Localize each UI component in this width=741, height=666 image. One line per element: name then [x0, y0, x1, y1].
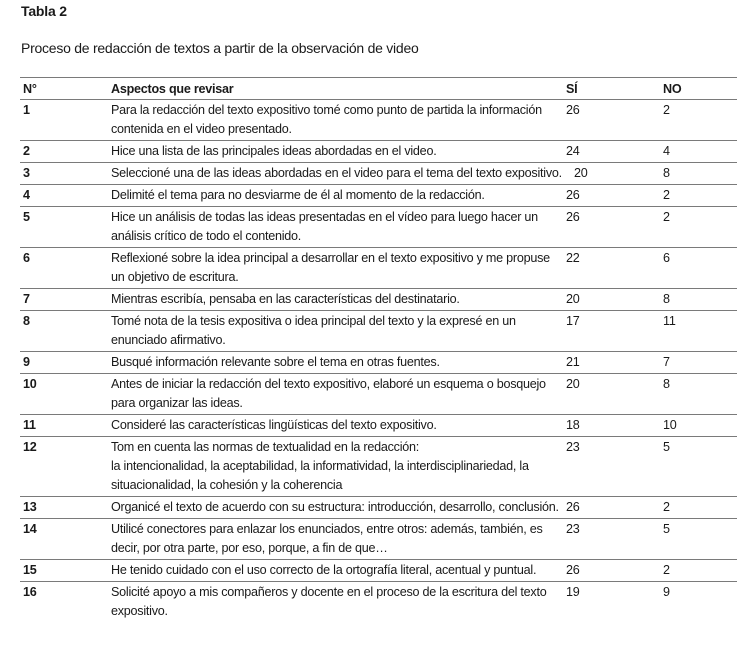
- row-aspect: Reflexioné sobre la idea principal a desarrollar en el texto expositivo y me propuse un objetivo de escritura.: [111, 248, 566, 289]
- row-yes-count: 26: [566, 207, 663, 248]
- row-yes-count: 18: [566, 415, 663, 437]
- row-no-count: 11: [663, 311, 737, 352]
- row-aspect: Para la redacción del texto expositivo tomé como punto de partida la información contenida en el video presentado.: [111, 100, 566, 141]
- row-number: 7: [20, 289, 111, 311]
- row-yes-count: 23: [566, 437, 663, 497]
- row-no-count: 6: [663, 248, 737, 289]
- table-row: [20, 100, 737, 141]
- table-row: [20, 289, 737, 311]
- table-title: Tabla 2: [21, 3, 67, 19]
- table-row: [20, 248, 737, 289]
- row-number: 10: [20, 374, 111, 415]
- row-aspect: Utilicé conectores para enlazar los enunciados, entre otros: además, también, es decir, por otra parte, por eso, porque, a fin de que…: [111, 519, 566, 560]
- row-aspect: Organicé el texto de acuerdo con su estructura: introducción, desarrollo, conclusión.: [111, 497, 566, 519]
- table-row: [20, 163, 737, 185]
- row-aspect: Consideré las características lingüísticas del texto expositivo.: [111, 415, 566, 437]
- row-yes-count: 19: [566, 582, 663, 623]
- table-row: [20, 352, 737, 374]
- row-yes-count: 24: [566, 141, 663, 163]
- table-row: [20, 207, 737, 248]
- table-row: [20, 415, 737, 437]
- row-aspect: Hice una lista de las principales ideas abordadas en el video.: [111, 141, 566, 163]
- header-aspect: Aspectos que revisar: [111, 78, 566, 100]
- row-no-count: 2: [663, 497, 737, 519]
- row-number: 9: [20, 352, 111, 374]
- row-number: 15: [20, 560, 111, 582]
- table-row: [20, 560, 737, 582]
- aspect-line: Tom en cuenta las normas de textualidad en la redacción:: [111, 440, 420, 454]
- row-yes-count: 26: [566, 560, 663, 582]
- row-no-count: 7: [663, 352, 737, 374]
- row-no-count: 10: [663, 415, 737, 437]
- row-number: 2: [20, 141, 111, 163]
- aspect-line: la intencionalidad, la aceptabilidad, la informatividad, la interdisciplinariedad, la situacionalidad, la cohesión y la coherencia: [111, 459, 529, 492]
- row-yes-count: 21: [566, 352, 663, 374]
- row-number: 11: [20, 415, 111, 437]
- row-no-count: 2: [663, 100, 737, 141]
- table-row: [20, 497, 737, 519]
- table-row: [20, 185, 737, 207]
- table-row: [20, 374, 737, 415]
- row-yes-count: 22: [566, 248, 663, 289]
- header-no: NO: [663, 78, 737, 100]
- table-caption: Proceso de redacción de textos a partir de la observación de video: [21, 40, 419, 56]
- row-number: 16: [20, 582, 111, 623]
- row-number: 3: [20, 163, 111, 185]
- row-no-count: 4: [663, 141, 737, 163]
- row-no-count: 9: [663, 582, 737, 623]
- row-aspect: Delimité el tema para no desviarme de él al momento de la redacción.: [111, 185, 566, 207]
- row-yes-count: 26: [566, 497, 663, 519]
- row-number: 1: [20, 100, 111, 141]
- row-yes-count: 20: [566, 163, 663, 185]
- row-aspect: Tomé nota de la tesis expositiva o idea principal del texto y la expresé en un enunciado afirmativo.: [111, 311, 566, 352]
- row-no-count: 8: [663, 374, 737, 415]
- row-number: 13: [20, 497, 111, 519]
- row-aspect: Seleccioné una de las ideas abordadas en el video para el tema del texto expositivo.: [111, 163, 566, 185]
- row-aspect: Hice un análisis de todas las ideas presentadas en el vídeo para luego hacer un análisis crítico de todo el contenido.: [111, 207, 566, 248]
- row-aspect: [111, 437, 566, 497]
- header-yes: SÍ: [566, 78, 663, 100]
- table-row: [20, 141, 737, 163]
- row-yes-count: 26: [566, 100, 663, 141]
- row-aspect: He tenido cuidado con el uso correcto de la ortografía literal, acentual y puntual.: [111, 560, 566, 582]
- row-yes-count: 20: [566, 374, 663, 415]
- row-aspect: Antes de iniciar la redacción del texto expositivo, elaboré un esquema o bosquejo para organizar las ideas.: [111, 374, 566, 415]
- row-number: 6: [20, 248, 111, 289]
- row-number: 5: [20, 207, 111, 248]
- table-row: [20, 519, 737, 560]
- row-no-count: 2: [663, 207, 737, 248]
- table-row: [20, 582, 737, 623]
- table-row: [20, 311, 737, 352]
- row-no-count: 5: [663, 519, 737, 560]
- table-row: [20, 437, 737, 497]
- row-no-count: 8: [663, 289, 737, 311]
- row-yes-count: 26: [566, 185, 663, 207]
- table-header-row: [20, 78, 737, 100]
- survey-table: [20, 77, 737, 622]
- row-aspect: Busqué información relevante sobre el tema en otras fuentes.: [111, 352, 566, 374]
- row-aspect: Mientras escribía, pensaba en las características del destinatario.: [111, 289, 566, 311]
- row-yes-count: 20: [566, 289, 663, 311]
- row-aspect: Solicité apoyo a mis compañeros y docente en el proceso de la escritura del texto expositivo.: [111, 582, 566, 623]
- row-no-count: 2: [663, 185, 737, 207]
- row-number: 4: [20, 185, 111, 207]
- row-no-count: 2: [663, 560, 737, 582]
- row-number: 12: [20, 437, 111, 497]
- row-no-count: 8: [663, 163, 737, 185]
- row-number: 14: [20, 519, 111, 560]
- row-yes-count: 17: [566, 311, 663, 352]
- row-no-count: 5: [663, 437, 737, 497]
- row-number: 8: [20, 311, 111, 352]
- header-number: N°: [20, 78, 111, 100]
- row-yes-count: 23: [566, 519, 663, 560]
